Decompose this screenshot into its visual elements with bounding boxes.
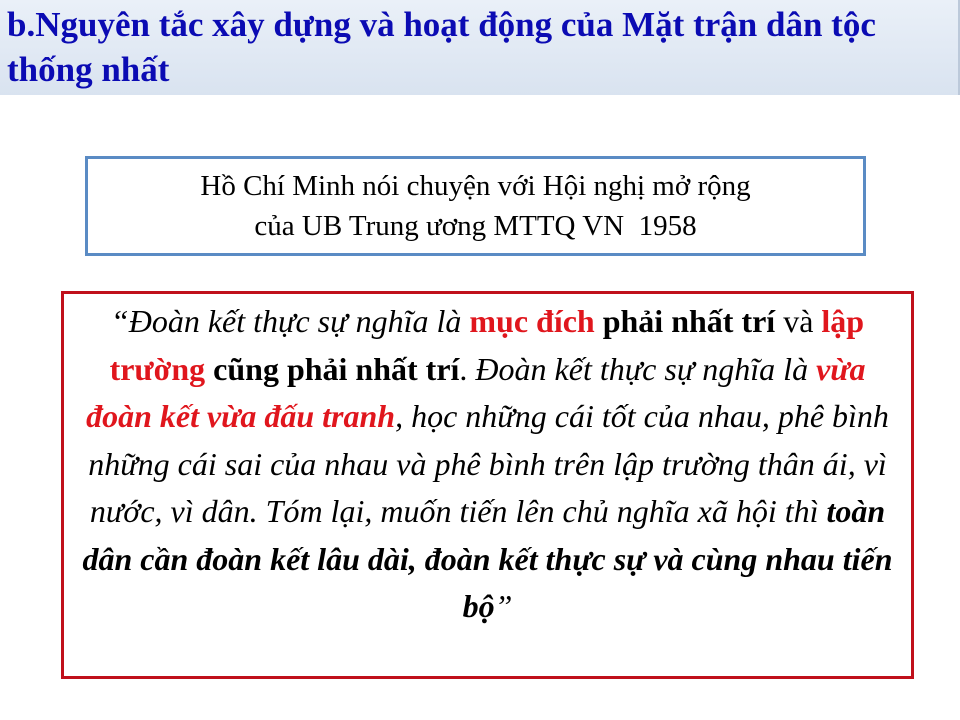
quote-bold-conclusion: toàn dân cần đoàn kết lâu dài, đoàn kết thực sự và cùng nhau tiến bộ	[82, 493, 893, 624]
quote-part-3	[595, 303, 603, 339]
quote-highlight-vua-doan-ket: vừa đoàn kết vừa đấu tranh	[86, 350, 866, 434]
slide-title: b.Nguyên tắc xây dựng và hoạt động của Mặt trận dân tộc thống nhất	[7, 5, 876, 89]
quote-bold-phai-nhat-tri: phải nhất trí	[602, 303, 776, 339]
quote-closing-mark: ”	[494, 588, 513, 624]
quote-bold-cung-phai-nhat-tri: cũng phải nhất trí	[213, 350, 460, 387]
caption-line-1: Hồ Chí Minh nói chuyện với Hội nghị mở rộng	[200, 170, 751, 202]
quote-part-9: .	[459, 350, 476, 387]
quote-part-10: Đoàn kết thực sự nghĩa là	[475, 350, 817, 387]
caption-line-2: của UB Trung ương MTTQ VN 1958	[254, 210, 697, 242]
quote-box	[61, 291, 914, 679]
quote-highlight-lap-truong: lập trường	[109, 303, 865, 387]
quote-part-12: , học những cái tốt của nhau, phê bình những cái sai của nhau và phê bình trên lập trường thân ái, vì nước, vì dân. Tóm lại, muốn tiến lên chủ nghĩa xã hội thì	[88, 398, 889, 529]
quote-part-1: “Đoàn kết thực sự nghĩa là	[110, 303, 470, 339]
quote-highlight-muc-dich: mục đích	[469, 303, 595, 339]
quote-part-7	[205, 351, 213, 387]
quote-part-5: và	[775, 303, 822, 339]
caption-box	[85, 156, 866, 256]
caption-text	[200, 166, 750, 246]
title-bar	[0, 0, 960, 95]
quote-text	[74, 298, 901, 631]
